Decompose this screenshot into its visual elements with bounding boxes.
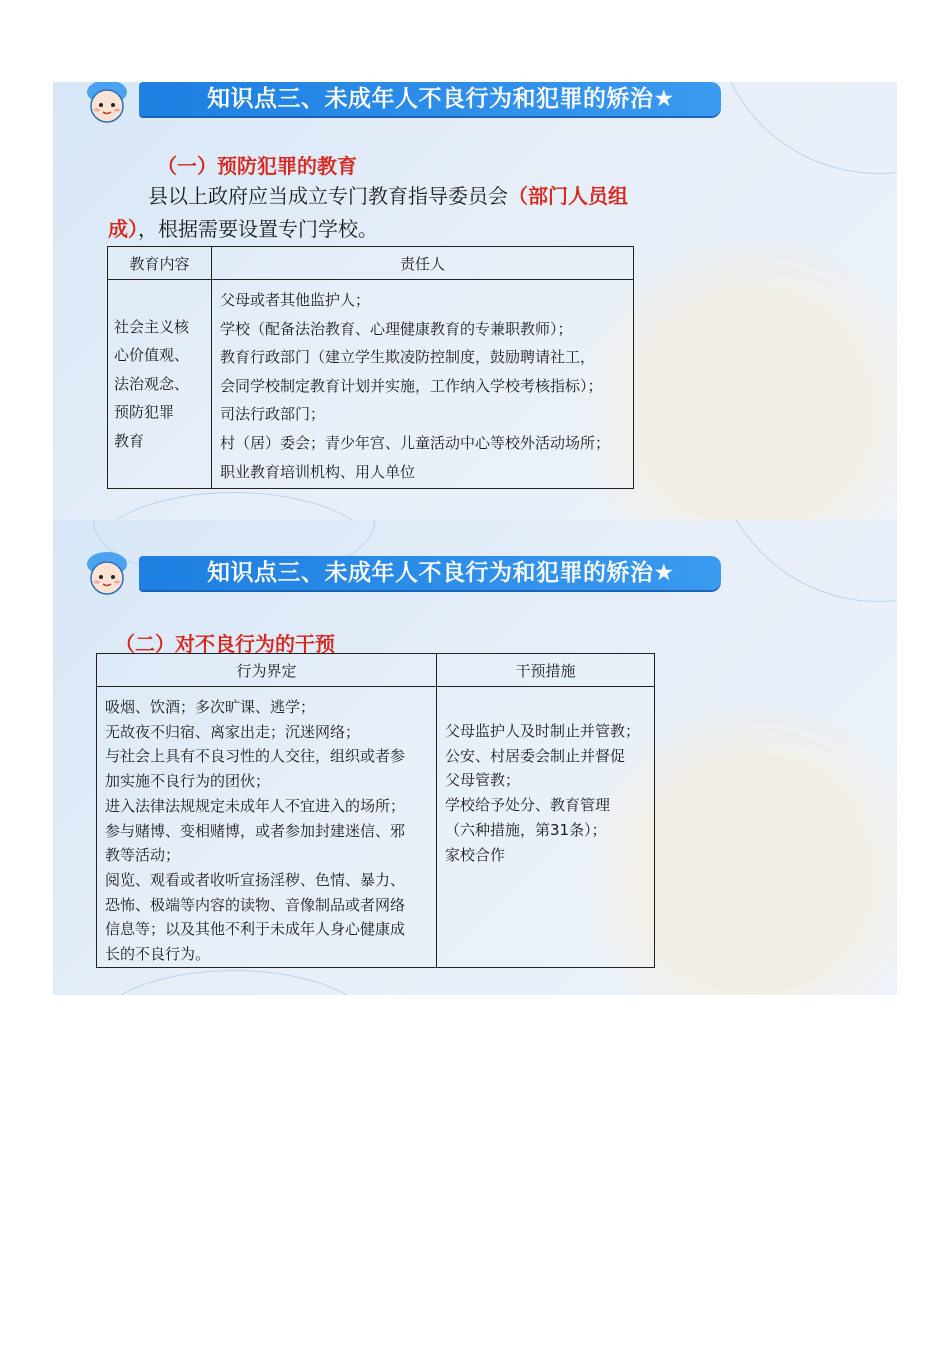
cell-line: 职业教育培训机构、用人单位 <box>220 462 416 481</box>
decorative-arc <box>713 520 897 602</box>
cell-line: 法治观念、 <box>114 374 190 393</box>
section-heading: （一）预防犯罪的教育 <box>157 154 357 178</box>
behavior-definition-cell <box>97 687 437 968</box>
cell-line: 无故夜不归宿、离家出走；沉迷网络； <box>105 722 361 741</box>
cell-line: 父母管教； <box>445 771 521 790</box>
cell-line: 与社会上具有不良习性的人交往，组织或者参 <box>105 747 406 766</box>
cell-line: 进入法律法规规定未成年人不宜进入的场所； <box>105 796 406 815</box>
education-table <box>107 246 634 489</box>
cell-line: 教等活动； <box>105 846 181 865</box>
paragraph-highlight: （部门人员组成） <box>108 184 628 241</box>
cell-line: 学校（配备法治教育、心理健康教育的专兼职教师）； <box>220 319 573 338</box>
cell-line: 会同学校制定教育计划并实施，工作纳入学校考核指标）； <box>220 376 603 395</box>
cell-line: 司法行政部门； <box>220 405 326 424</box>
cell-line: （六种措施，第31条）； <box>445 820 607 839</box>
cell-line: 家校合作 <box>445 845 506 864</box>
responsible-party-cell <box>212 280 634 489</box>
cartoon-mascot-icon <box>77 548 137 596</box>
cell-line: 父母或者其他监护人； <box>220 291 371 309</box>
table-header: 责任人 <box>212 247 634 280</box>
cell-line: 村（居）委会；青少年宫、儿童活动中心等校外活动场所； <box>220 433 611 452</box>
decorative-arc <box>93 492 375 520</box>
decorative-arc <box>93 970 375 995</box>
cell-line: 长的不良行为。 <box>105 945 211 964</box>
slide-prevention-education <box>53 82 897 520</box>
paragraph-text: ，根据需要设置专门学校。 <box>138 217 378 241</box>
cell-line: 吸烟、饮酒；多次旷课、逃学； <box>105 698 316 716</box>
cell-line: 公安、村居委会制止并督促 <box>445 746 626 765</box>
cell-line: 恐怖、极端等内容的读物、音像制品或者网络 <box>105 895 406 914</box>
cell-line: 参与赌博、变相赌博，或者参加封建迷信、邪 <box>105 821 406 840</box>
cell-line: 心价值观、 <box>114 346 190 365</box>
decorative-arc <box>713 82 897 174</box>
table-header: 教育内容 <box>108 247 212 280</box>
intro-paragraph <box>108 180 628 246</box>
intervention-measures-cell <box>437 687 655 968</box>
cell-line: 阅览、观看或者收听宣扬淫秽、色情、暴力、 <box>105 870 406 889</box>
cell-line: 学校给予处分、教育管理 <box>445 796 611 815</box>
intervention-table <box>96 653 655 968</box>
section-banner: 知识点三、未成年人不良行为和犯罪的矫治★ <box>139 82 721 116</box>
cell-line: 信息等；以及其他不利于未成年人身心健康成 <box>105 920 406 939</box>
cell-line: 加实施不良行为的团伙； <box>105 772 271 791</box>
section-heading: （二）对不良行为的干预 <box>115 632 335 656</box>
table-header: 行为界定 <box>97 654 437 687</box>
cell-line: 父母监护人及时制止并管教； <box>445 722 641 740</box>
cell-line: 教育行政部门（建立学生欺凌防控制度，鼓励聘请社工， <box>220 348 596 367</box>
education-content-cell <box>108 280 212 489</box>
cartoon-mascot-icon <box>77 82 137 124</box>
paragraph-text: 县以上政府应当成立专门教育指导委员会 <box>148 184 508 208</box>
cell-line: 预防犯罪 <box>114 403 175 422</box>
table-header: 干预措施 <box>437 654 655 687</box>
section-banner: 知识点三、未成年人不良行为和犯罪的矫治★ <box>139 556 721 590</box>
slide-bad-behavior-intervention <box>53 520 897 995</box>
cell-line: 社会主义核 <box>114 317 190 336</box>
cell-line: 教育 <box>114 431 145 450</box>
